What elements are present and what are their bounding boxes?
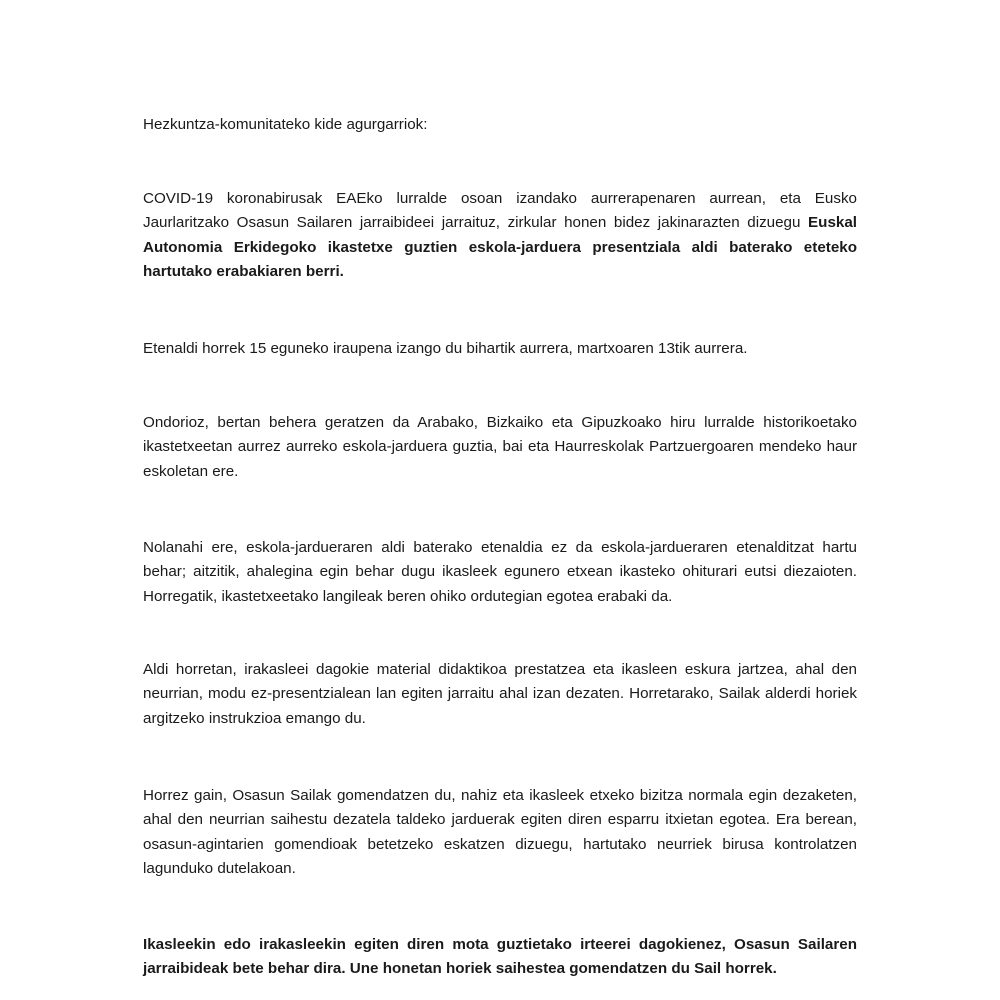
paragraph-announcement-text: COVID-19 koronabirusak EAEko lurralde osoan izandako aurrerapenaren aurrean, eta Eusko Jaurlaritzako Osasun Sailaren jarraibideei jarraituz, zirkular honen bidez jakinarazten dizuegu [143,190,857,232]
paragraph-health-recommendation: Horrez gain, Osasun Sailak gomendatzen du, nahiz eta ikasleek etxeko bizitza normala egin dezaketen, ahal den neurrian saihestu dezatela taldeko jarduerak egiten diren esparru itxietan egotea. Era berean, osasun-agintarien gomendioak betetzeko eskatzen dizuegu, hartutako neurriek birusa kontrolatzen lagunduko dutelakoan. [143,787,857,878]
paragraph-consequence: Ondorioz, bertan behera geratzen da Arabako, Bizkaiko eta Gipuzkoako hiru lurralde historikoetako ikastetxeetan aurrez aurreko eskola-jarduera guztia, bai eta Haurreskolak Partzuergoaren mendeko haur eskoletan ere. [143,414,857,480]
greeting: Hezkuntza-komunitateko kide agurgarriok: [143,116,428,133]
paragraph-announcement-bold: Euskal Autonomia Erkidegoko ikastetxe guztien eskola-jarduera presentziala aldi baterako eteteko hartutako erabakiaren berri. [143,214,857,281]
document-page [143,0,857,1000]
paragraph-staff-schedule: Nolanahi ere, eskola-jardueraren aldi baterako etenaldia ez da eskola-jardueraren etenalditzat hartu behar; aitzitik, ahalegina egin behar dugu ikasleek egunero etxean ikasteko ohiturari eutsi diezaioten. Horregatik, ikastetxeetako langileak beren ohiko ordutegian egotea erabaki da. [143,539,857,605]
paragraph-announcement [143,187,857,285]
paragraph-duration: Etenaldi horrek 15 eguneko iraupena izango du bihartik aurrera, martxoaren 13tik aurrera. [143,340,748,357]
paragraph-outings: Ikasleekin edo irakasleekin egiten diren mota guztietako irteerei dagokienez, Osasun Sailaren jarraibideak bete behar dira. Une honetan horiek saihestea gomendatzen du Sail horrek. [143,936,857,978]
paragraph-teaching-material: Aldi horretan, irakasleei dagokie material didaktikoa prestatzea eta ikasleen eskura jartzea, ahal den neurrian, modu ez-presentzialean lan egiten jarraitu ahal izan dezaten. Horretarako, Sailak alderdi horiek argitzeko instrukzioa emango du. [143,661,857,727]
